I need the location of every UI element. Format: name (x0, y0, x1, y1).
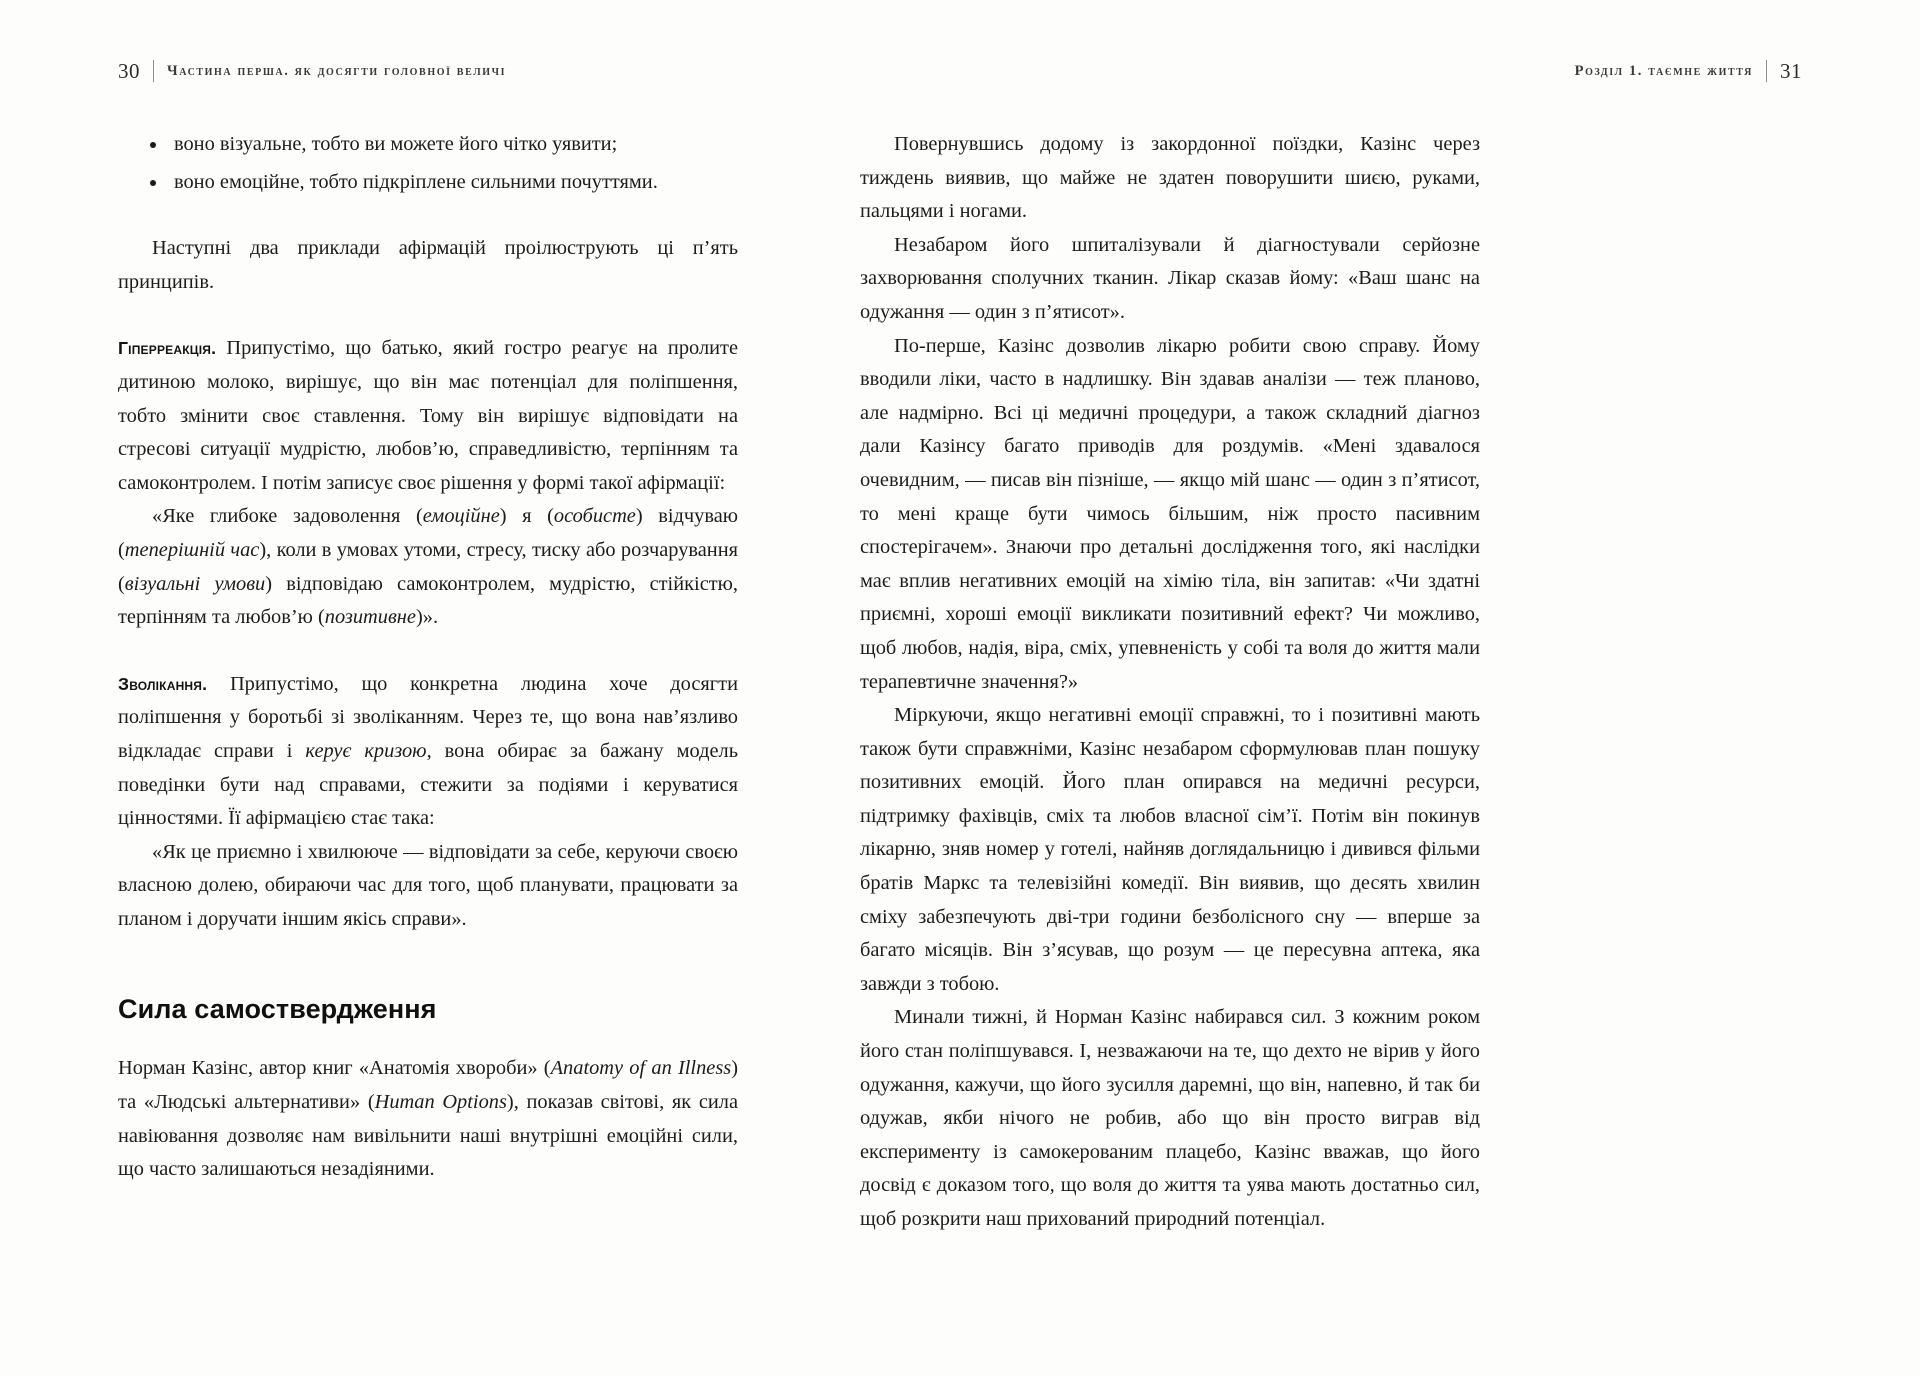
body-paragraph: Повернувшись додому із закордонної поїздки, Казінс через тиждень виявив, що майже не здатен поворушити шиєю, руками, пальцями і ногами. (860, 133, 1480, 223)
page-right-column (860, 128, 1480, 1237)
hyperreaction-body: Припустімо, що батько, який гостро реагує на пролите дитиною молоко, вирішує, що він має потенціал для поліпшення, тобто змінити своє ставлення. Тому він вирішує відповідати на стресові ситуації мудрістю, любов’ю, справедливістю, терпінням та самоконтролем. І потім записує своє рішення у формі такої афірмації: (118, 337, 738, 494)
quote-emphasis-emotional: емоційне (422, 505, 500, 528)
runhead-divider-right (1766, 60, 1767, 82)
cousins-part: Норман Казінс, автор книг «Анатомія хвороби» ( (118, 1057, 551, 1080)
procrastination-body-part: , вона обирає за бажану модель поведінки бути над справами, стежити за подіями і керуватися цінностями. Її афірмацією стає така: (118, 739, 739, 830)
procrastination-body-part: Припустімо, що конкретна людина хоче досягти поліпшення у боротьбі зі зволіканням. Через те, що вона нав’язливо відкладає справи і (118, 672, 738, 762)
body-paragraph: Незабаром його шпиталізували й діагностували серйозне захворювання сполучних тканин. Лікар сказав йому: «Ваш шанс на одужання — один з п’ятисот». (860, 233, 1480, 323)
quote-part: «Яке глибоке задоволення ( (152, 505, 423, 528)
body-paragraph: По-перше, Казінс дозволив лікарю робити свою справу. Йому вводили ліки, часто в надлишку. Він здавав аналізи — теж планово, але надмірно. Всі ці медичні процедури, а також складний діагноз дали Казінсу багато приводів для роздумів. «Мені здавалося очевидним, — писав він пізніше, — якщо мій шанс — один з п’ятисот, то мені краще бути чимось більшим, ніж просто пасивним спостерігачем». Знаючи про детальні дослідження того, які наслідки має вплив негативних емоцій на хімію тіла, він запитав: «Чи здатні приємні, хороші емоції викликати позитивний ефект? Чи можливо, щоб любов, надія, віра, сміх, упевненість у собі та воля до життя мали терапевтичне значення?» (860, 334, 1480, 693)
procrastination-leadin: Зволікання. (118, 673, 208, 694)
quote-part: )». (415, 606, 439, 629)
hyperreaction-leadin: Гіперреакція. (118, 338, 217, 359)
running-head-left (118, 58, 506, 84)
page-number-left: 30 (118, 58, 140, 83)
hyperreaction-affirmation-quote (118, 500, 738, 634)
quote-emphasis-personal: особисте (553, 505, 636, 528)
quote-part: ) відповідаю самоконтролем, мудрістю, стійкістю, терпінням та любов’ю ( (118, 572, 738, 629)
section-heading: Сила самоствердження (118, 994, 437, 1025)
quote-emphasis-visual-conditions: візуальні умови (124, 572, 266, 595)
quote-part: ) я ( (499, 505, 554, 528)
list-item: воно емоційне, тобто підкріплене сильними почуттями. (118, 166, 738, 200)
procrastination-emphasis-crisis: керує кризою (305, 739, 427, 762)
page-number-right: 31 (1780, 58, 1802, 83)
cousins-part: ) та «Людські альтернативи» ( (118, 1057, 739, 1114)
quote-part: ) відчуваю ( (118, 505, 739, 561)
intro-paragraph: Наступні два приклади афірмацій проілюструють ці п’ять принципів. (118, 237, 738, 293)
book-title-anatomy-of-an-illness: Anatomy of an Illness (550, 1057, 732, 1080)
procrastination-affirmation-quote: «Як це приємно і хвилююче — відповідати за себе, керуючи своєю власною долею, обираючи час для того, щоб планувати, працювати за планом і доручати іншим якісь справи». (118, 840, 738, 930)
book-title-human-options: Human Options (374, 1091, 507, 1114)
cousins-intro-paragraph (118, 1052, 738, 1186)
running-head-right (1575, 58, 1802, 84)
quote-emphasis-positive: позитивне (324, 606, 416, 629)
runhead-divider-left (153, 60, 154, 82)
affirmation-principles-list (118, 128, 738, 199)
cousins-part: ), показав світові, як сила навіювання дозволяє нам вивільнити наші внутрішні емоційні сили, що часто залишаються незадіяними. (118, 1091, 739, 1181)
hyperreaction-paragraph (118, 332, 738, 500)
quote-emphasis-present-tense: теперішній час (124, 538, 260, 561)
running-head-title-right: розділ 1. таємне життя (1574, 62, 1753, 79)
procrastination-paragraph (118, 668, 738, 836)
page-left-column (118, 128, 738, 1187)
running-head-title-left: частина перша. як досягти головної величі (167, 62, 507, 79)
body-paragraph: Міркуючи, якщо негативні емоції справжні, то і позитивні мають також бути справжніми, Казінс незабаром сформулював план пошуку позитивних емоцій. Його план опирався на медичні ресурси, підтримку фахівців, сміх та любов власної сім’ї. Потім він покинув лікарню, зняв номер у готелі, найняв доглядальницю і дивився фільми братів Маркс та телевізійні комедії. Він виявив, що десять хвилин сміху забезпечують дві-три години безболісного сну — вперше за багато місяців. Він з’ясував, що розум — це пересувна аптека, яка завжди з тобою. (860, 704, 1480, 995)
list-item: воно візуальне, тобто ви можете його чітко уявити; (118, 128, 738, 162)
body-paragraph: Минали тижні, й Норман Казінс набирався сил. З кожним роком його стан поліпшувався. І, незважаючи на те, що дехто не вірив у його одужання, кажучи, що його зусилля даремні, що він, напевно, й так би одужав, якби нічого не робив, або що він просто виграв від експерименту із самокерованим плацебо, Казінс вважав, що його досвід є доказом того, що воля до життя та уява мають достатньо сил, щоб розкрити наш прихований природний потенціал. (860, 1006, 1480, 1230)
quote-part: ), коли в умовах утоми, стресу, тиску або розчарування ( (118, 538, 738, 595)
